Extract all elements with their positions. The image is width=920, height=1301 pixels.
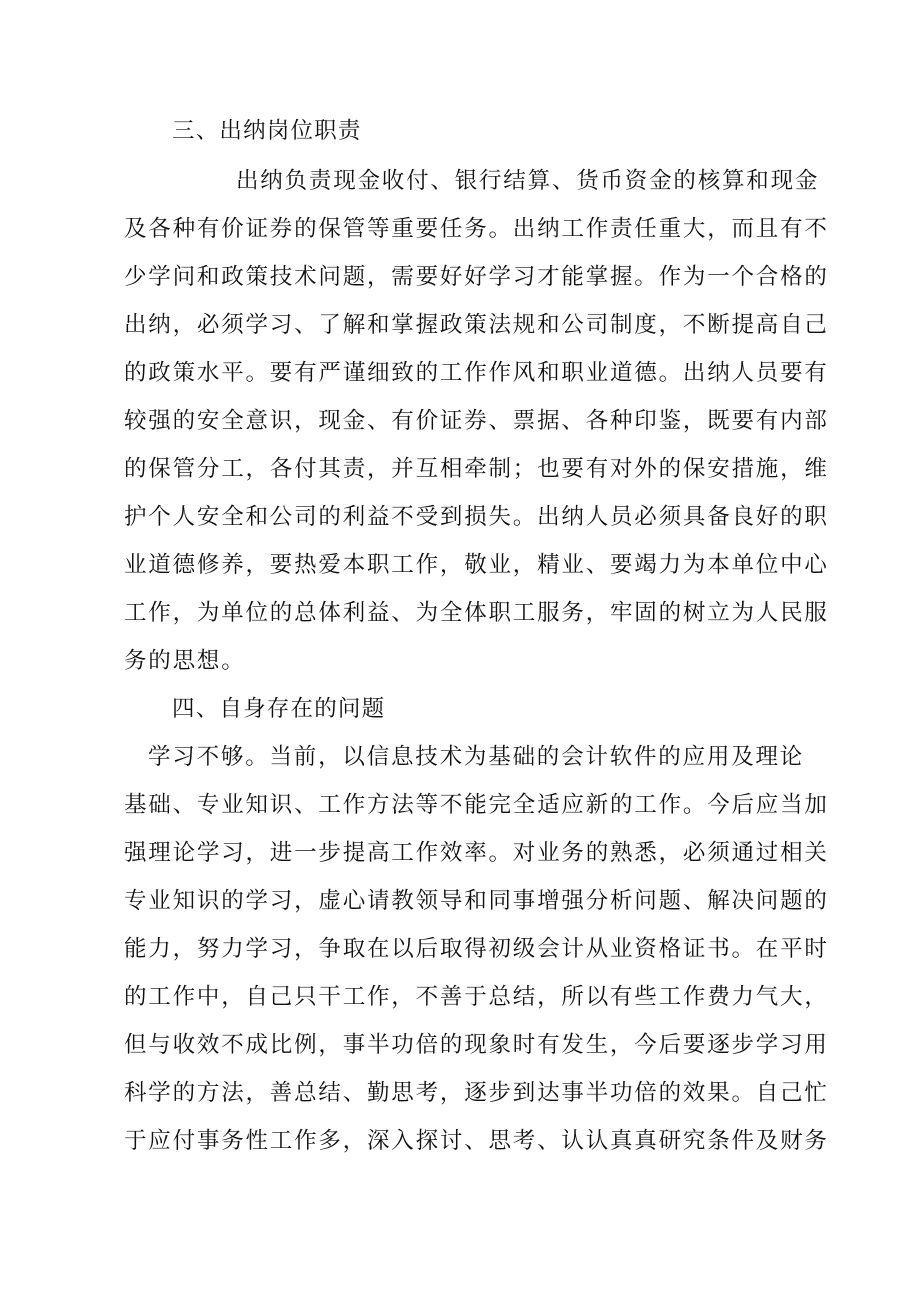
paragraph-line: 科学的方法，善总结、勤思考，逐步到达事半功倍的效果。自己忙 bbox=[124, 1080, 829, 1106]
paragraph-line: 专业知识的学习，虚心请教领导和同事增强分析问题、解决问题的 bbox=[124, 888, 829, 914]
paragraph-line: 的政策水平。要有严谨细致的工作作风和职业道德。出纳人员要有 bbox=[124, 360, 829, 386]
paragraph-line: 基础、专业知识、工作方法等不能完全适应新的工作。今后应当加 bbox=[124, 792, 829, 818]
paragraph-line: 护个人安全和公司的利益不受到损失。出纳人员必须具备良好的职 bbox=[124, 504, 829, 530]
paragraph-line: 能力，努力学习，争取在以后取得初级会计从业资格证书。在平时 bbox=[124, 936, 829, 962]
paragraph-line: 学习不够。当前，以信息技术为基础的会计软件的应用及理论 bbox=[148, 744, 805, 770]
paragraph-line: 及各种有价证券的保管等重要任务。出纳工作责任重大，而且有不 bbox=[124, 216, 829, 242]
paragraph-line: 少学问和政策技术问题，需要好好学习才能掌握。作为一个合格的 bbox=[124, 264, 829, 290]
paragraph-line: 的保管分工，各付其责，并互相牵制；也要有对外的保安措施，维 bbox=[124, 456, 829, 482]
paragraph-line: 于应付事务性工作多，深入探讨、思考、认认真真研究条件及财务 bbox=[124, 1128, 829, 1154]
paragraph-line: 但与收效不成比例，事半功倍的现象时有发生，今后要逐步学习用 bbox=[124, 1032, 829, 1058]
section-heading-3: 三、出纳岗位职责 bbox=[172, 118, 362, 144]
section-heading-4: 四、自身存在的问题 bbox=[172, 696, 386, 722]
paragraph-line: 强理论学习，进一步提高工作效率。对业务的熟悉，必须通过相关 bbox=[124, 840, 829, 866]
paragraph-line: 出纳，必须学习、了解和掌握政策法规和公司制度，不断提高自己 bbox=[124, 312, 829, 338]
paragraph-line: 出纳负责现金收付、银行结算、货币资金的核算和现金 bbox=[236, 168, 820, 194]
paragraph-line: 较强的安全意识，现金、有价证券、票据、各种印鉴，既要有内部 bbox=[124, 408, 829, 434]
paragraph-line: 务的思想。 bbox=[124, 648, 246, 674]
paragraph-line: 的工作中，自己只干工作，不善于总结，所以有些工作费力气大， bbox=[124, 984, 829, 1010]
paragraph-line: 工作，为单位的总体利益、为全体职工服务，牢固的树立为人民服 bbox=[124, 600, 829, 626]
paragraph-line: 业道德修养，要热爱本职工作，敬业，精业、要竭力为本单位中心 bbox=[124, 552, 829, 578]
